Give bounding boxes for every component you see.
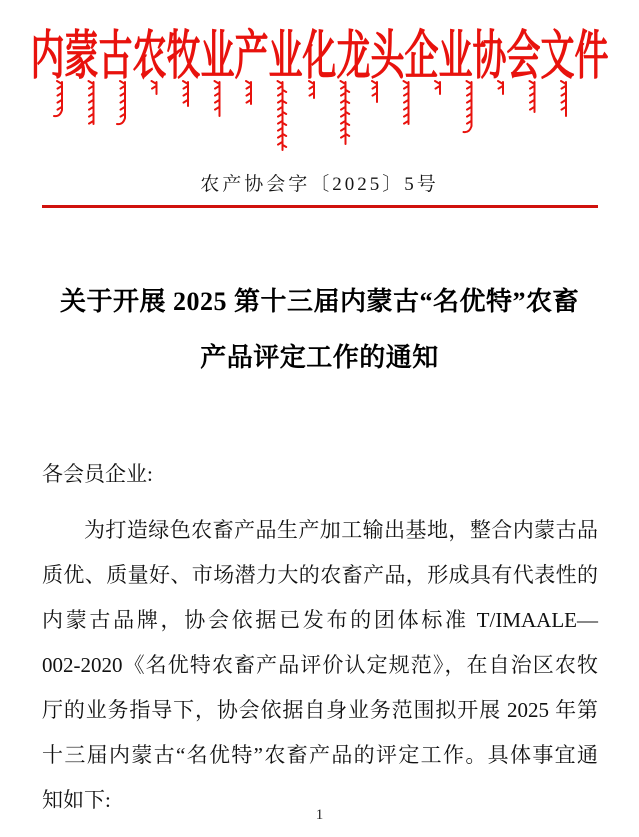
red-separator-line bbox=[42, 205, 598, 208]
paragraph-line: 知如下: bbox=[42, 788, 111, 812]
body-paragraph bbox=[42, 508, 598, 823]
notice-title-line2: 产品评定工作的通知 bbox=[200, 343, 439, 372]
salutation: 各会员企业: bbox=[42, 462, 153, 486]
page-number: 1 bbox=[315, 807, 324, 823]
doc-number: 农产协会字〔2025〕5号 bbox=[200, 174, 439, 195]
notice-title-line1: 关于开展 2025 第十三届内蒙古“名优特”农畜 bbox=[59, 287, 579, 316]
paragraph-line: 厅的业务指导下，协会依据自身业务范围拟开展 2025 年第 bbox=[42, 698, 598, 722]
paragraph-line: 质优、质量好、市场潜力大的农畜产品，形成具有代表性的 bbox=[42, 563, 598, 587]
org-title: 内蒙古农牧业产业化龙头企业协会文件 bbox=[30, 28, 609, 86]
mongolian-script-icon bbox=[0, 78, 639, 170]
paragraph-line: 内蒙古品牌，协会依据已发布的团体标准 T/IMAALE— bbox=[42, 608, 598, 632]
paragraph-line: 为打造绿色农畜产品生产加工输出基地，整合内蒙古品 bbox=[84, 518, 598, 542]
paragraph-line: 十三届内蒙古“名优特”农畜产品的评定工作。具体事宜通 bbox=[42, 743, 598, 767]
paragraph-line: 002-2020《名优特农畜产品评价认定规范》，在自治区农牧 bbox=[42, 653, 598, 677]
document-body bbox=[42, 452, 598, 823]
notice-title bbox=[25, 274, 614, 386]
